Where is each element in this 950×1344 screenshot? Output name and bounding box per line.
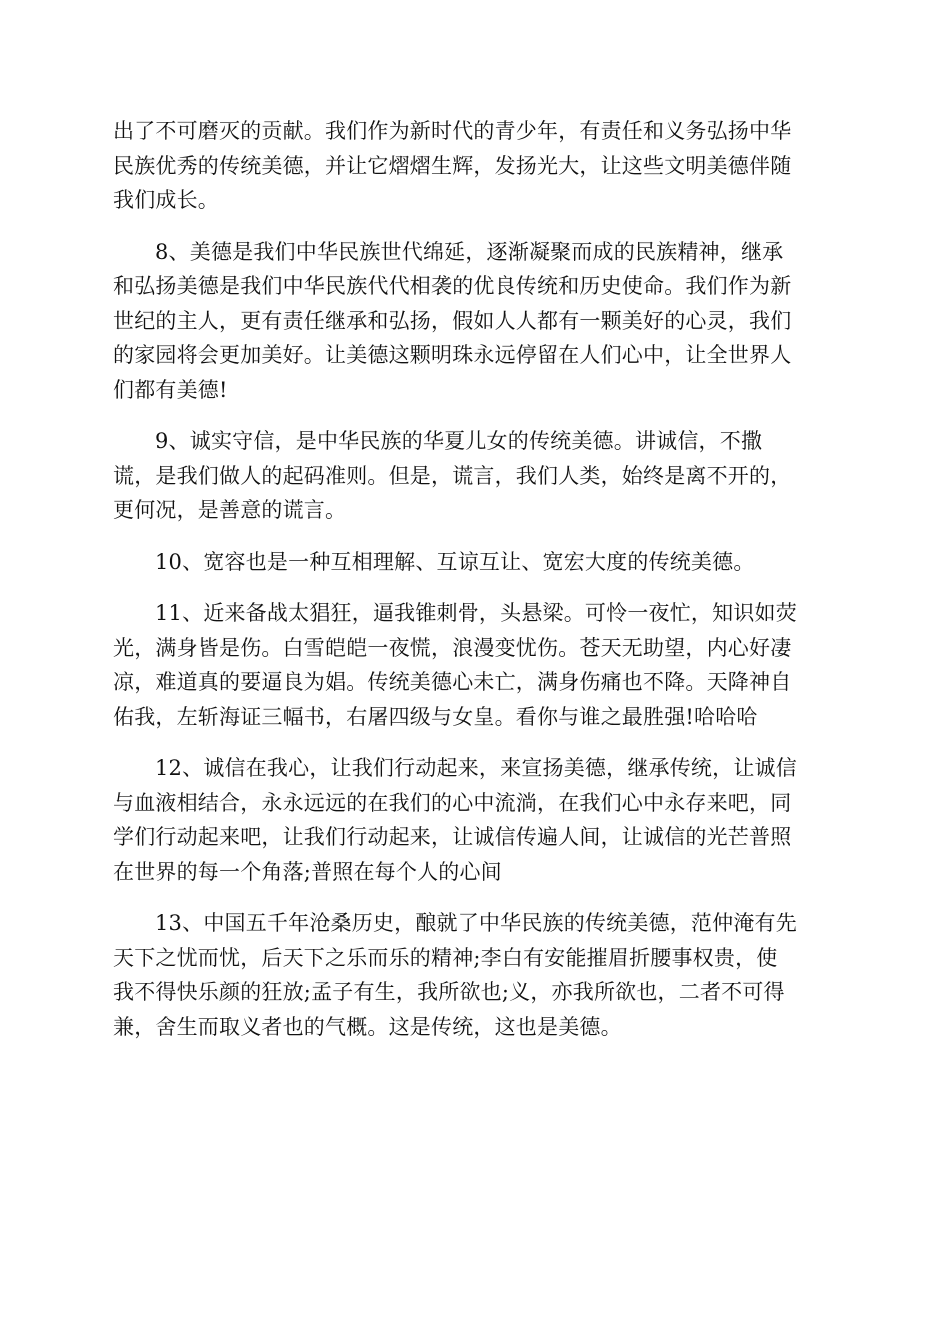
text-line: 光，满身皆是伤。白雪皑皑一夜慌，浪漫变忧伤。苍天无助望，内心好凄 [113,635,792,660]
text-line: 天下之忧而忧，后天下之乐而乐的精神;李白有安能摧眉折腰事权贵，使 [113,945,778,970]
text-line: 民族优秀的传统美德，并让它熠熠生辉，发扬光大，让这些文明美德伴随 [113,153,792,178]
paragraph-item-12 [113,751,833,889]
paragraph-item-10 [113,545,833,580]
text-line: 10、宽容也是一种互相理解、互谅互让、宽宏大度的传统美德。 [155,549,755,574]
text-line: 12、诚信在我心，让我们行动起来，来宣扬美德，继承传统，让诚信 [155,756,797,780]
paragraph-item-13 [113,906,833,1044]
text-line: 出了不可磨灭的贡献。我们作为新时代的青少年，有责任和义务弘扬中华 [113,119,792,143]
text-line: 9、诚实守信，是中华民族的华夏儿女的传统美德。讲诚信，不撒 [155,429,763,453]
text-line: 和弘扬美德是我们中华民族代代相袭的优良传统和历史使命。我们作为新 [113,274,792,298]
text-line: 在世界的每一个角落;普照在每个人的心间 [113,859,502,884]
text-line: 我不得快乐颜的狂放;孟子有生，我所欲也;义，亦我所欲也，二者不可得 [113,980,785,1004]
text-line: 兼，舍生而取义者也的气概。这是传统，这也是美德。 [113,1014,622,1039]
text-line: 谎，是我们做人的起码准则。但是，谎言，我们人类，始终是离不开的， [113,463,792,488]
text-line: 学们行动起来吧，让我们行动起来，让诚信传遍人间，让诚信的光芒普照 [113,825,792,849]
paragraph-item-8 [113,235,833,408]
text-line: 11、近来备战太猖狂，逼我锥刺骨，头悬梁。可怜一夜忙，知识如荧 [155,601,797,625]
text-line: 更何况，是善意的谎言。 [113,498,347,522]
paragraph-continuation [113,114,833,218]
text-line: 们都有美德! [113,377,228,402]
paragraph-item-11 [113,596,833,734]
text-line: 与血液相结合，永永远远的在我们的心中流淌，在我们心中永存来吧，同 [113,790,792,815]
text-line: 的家园将会更加美好。让美德这颗明珠永远停留在人们心中，让全世界人 [113,343,792,367]
text-line: 13、中国五千年沧桑历史，酿就了中华民族的传统美德，范仲淹有先 [155,911,797,935]
text-line: 8、美德是我们中华民族世代绵延，逐渐凝聚而成的民族精神，继承 [155,239,784,264]
text-line: 凉，难道真的要逼良为娼。传统美德心未亡，满身伤痛也不降。天降神自 [113,670,792,694]
paragraph-item-9 [113,424,833,528]
text-line: 世纪的主人，更有责任继承和弘扬，假如人人都有一颗美好的心灵，我们 [113,308,792,333]
text-line: 我们成长。 [113,188,219,212]
document-body [113,114,833,1061]
text-line: 佑我，左斩海证三幅书，右屠四级与女皇。看你与谁之最胜强!哈哈哈 [113,704,758,729]
